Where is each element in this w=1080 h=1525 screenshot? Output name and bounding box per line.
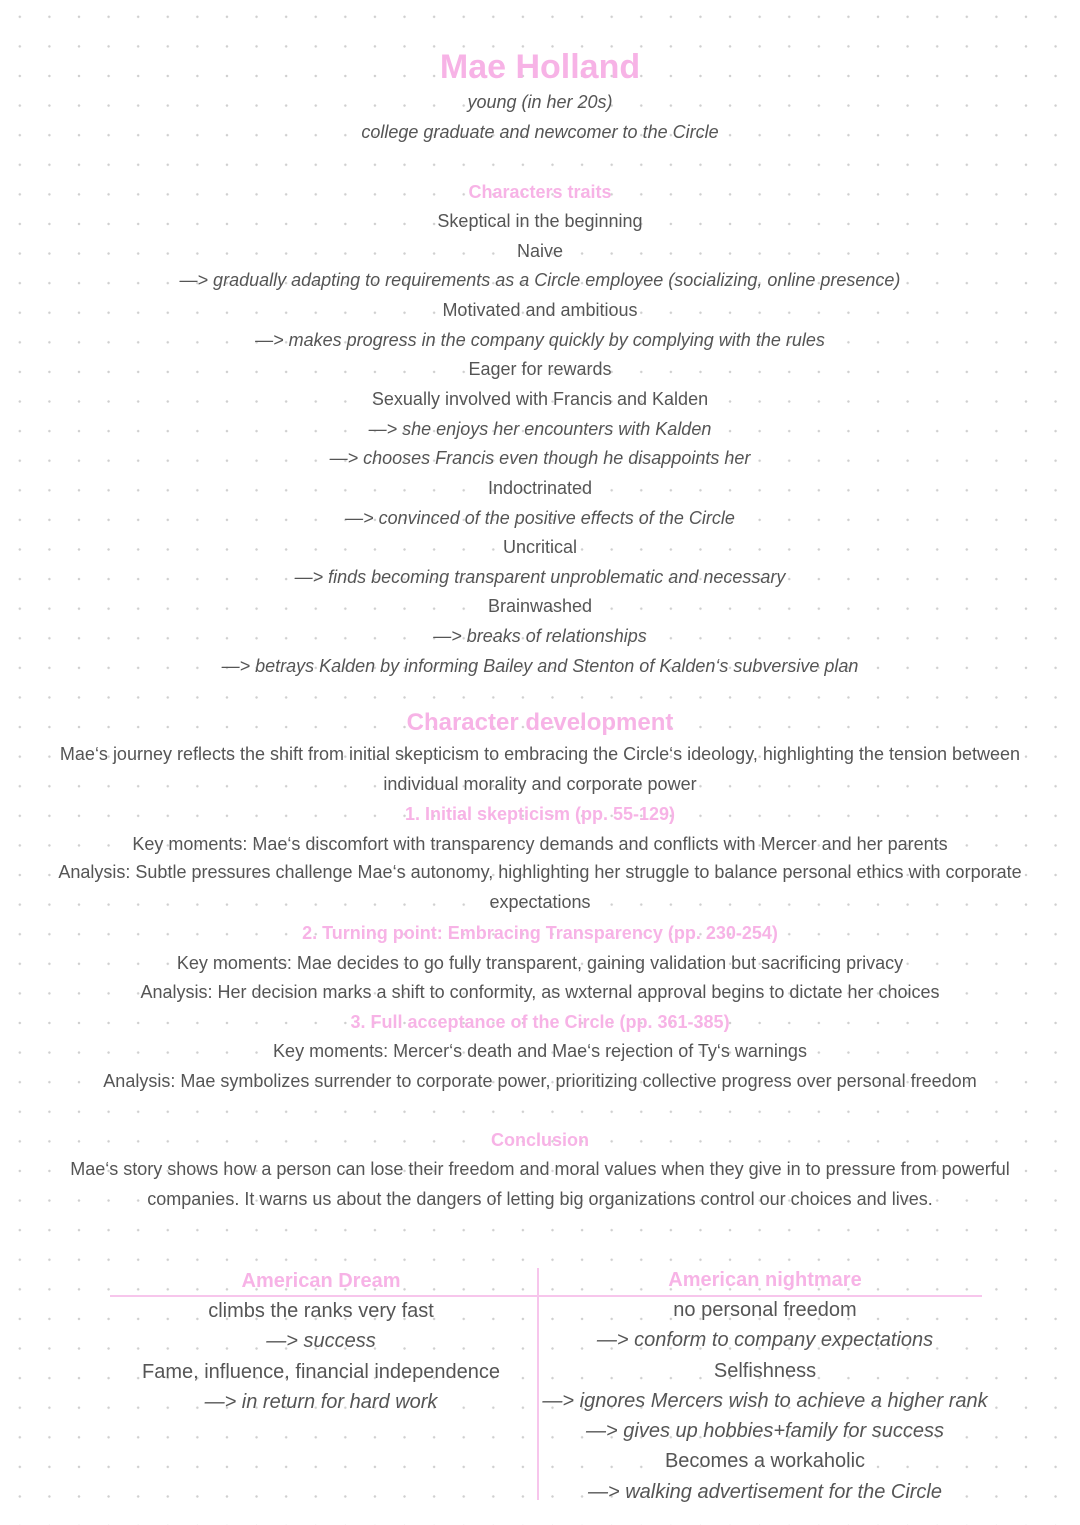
american-dream-column (110, 1266, 532, 1417)
nightmare-line: —> gives up hobbies+family for success (586, 1420, 944, 1443)
trait-line: Motivated and ambitious (442, 300, 638, 320)
dream-line: —> in return for hard work (204, 1390, 438, 1413)
trait-line: Skeptical in the beginning (437, 211, 643, 231)
development-intro: Mae‘s journey reflects the shift from initial skepticism to embracing the Circle‘s ideology, highlighting the tension between individual morality and corporate power (59, 744, 1021, 794)
trait-line: —> finds becoming transparent unproblematic and necessary (294, 567, 786, 587)
trait-line: Indoctrinated (487, 478, 593, 498)
trait-line: —> convinced of the positive effects of the Circle (345, 508, 735, 528)
subtitle-role: college graduate and newcomer to the Circle (361, 122, 719, 142)
stage-analysis: Analysis: Subtle pressures challenge Mae‘s autonomy, highlighting her struggle to balance personal ethics with corporate expectations (58, 862, 1022, 912)
american-nightmare-heading: American nightmare (668, 1269, 862, 1291)
stage-title: 1. Initial skepticism (pp. 55-129) (404, 804, 676, 824)
nightmare-line: —> walking advertisement for the Circle (587, 1480, 943, 1503)
page-title: Mae Holland (439, 48, 641, 86)
trait-line: —> breaks of relationships (433, 626, 647, 646)
nightmare-line: —> ignores Mercers wish to achieve a higher rank (542, 1389, 988, 1412)
stage-key-moments: Key moments: Mae decides to go fully transparent, gaining validation but sacrificing privacy (176, 953, 904, 973)
trait-line: —> gradually adapting to requirements as a Circle employee (socializing, online presence) (179, 270, 901, 290)
trait-line: Brainwashed (487, 596, 593, 616)
stage-title: 2. Turning point: Embracing Transparency (pp. 230-254) (302, 923, 778, 943)
trait-line: —> chooses Francis even though he disappoints her (329, 448, 751, 468)
american-dream-heading: American Dream (241, 1270, 401, 1292)
trait-line: —> makes progress in the company quickly by complying with the rules (255, 330, 825, 350)
stage-title: 3. Full acceptance of the Circle (pp. 361-385) (350, 1012, 730, 1032)
american-nightmare-column (540, 1265, 990, 1507)
nightmare-line: Becomes a workaholic (664, 1450, 866, 1473)
nightmare-line: no personal freedom (673, 1299, 857, 1321)
subtitle-age: young (in her 20s) (467, 92, 613, 112)
dream-line: Fame, influence, financial independence (141, 1360, 501, 1383)
trait-line: Naive (516, 241, 564, 261)
column-divider (537, 1268, 539, 1500)
trait-line: —> she enjoys her encounters with Kalden (368, 419, 712, 439)
conclusion-heading: Conclusion (491, 1130, 589, 1150)
conclusion-text: Mae‘s story shows how a person can lose their freedom and moral values when they give in to pressure from powerful companies. It warns us about the dangers of letting big organizations control our choices and lives. (70, 1159, 1010, 1209)
stage-key-moments: Key moments: Mae‘s discomfort with transparency demands and conflicts with Mercer and her parents (132, 834, 948, 854)
nightmare-line: Selfishness (713, 1359, 817, 1382)
trait-line: Sexually involved with Francis and Kalden (371, 389, 709, 409)
trait-line: Eager for rewards (468, 359, 612, 379)
dream-line: climbs the ranks very fast (208, 1300, 434, 1322)
stage-analysis: Analysis: Her decision marks a shift to conformity, as wxternal approval begins to dictate her choices (140, 982, 940, 1002)
development-heading: Character development (406, 709, 674, 736)
stage-key-moments: Key moments: Mercer‘s death and Mae‘s rejection of Ty‘s warnings (273, 1041, 807, 1061)
trait-line: —> betrays Kalden by informing Bailey and Stenton of Kalden‘s subversive plan (221, 656, 859, 676)
nightmare-line: —> conform to company expectations (596, 1329, 934, 1352)
trait-line: Uncritical (502, 537, 577, 557)
stage-analysis: Analysis: Mae symbolizes surrender to corporate power, prioritizing collective progress over personal freedom (103, 1071, 977, 1091)
dream-line: —> success (266, 1330, 376, 1353)
traits-heading: Characters traits (468, 182, 612, 202)
